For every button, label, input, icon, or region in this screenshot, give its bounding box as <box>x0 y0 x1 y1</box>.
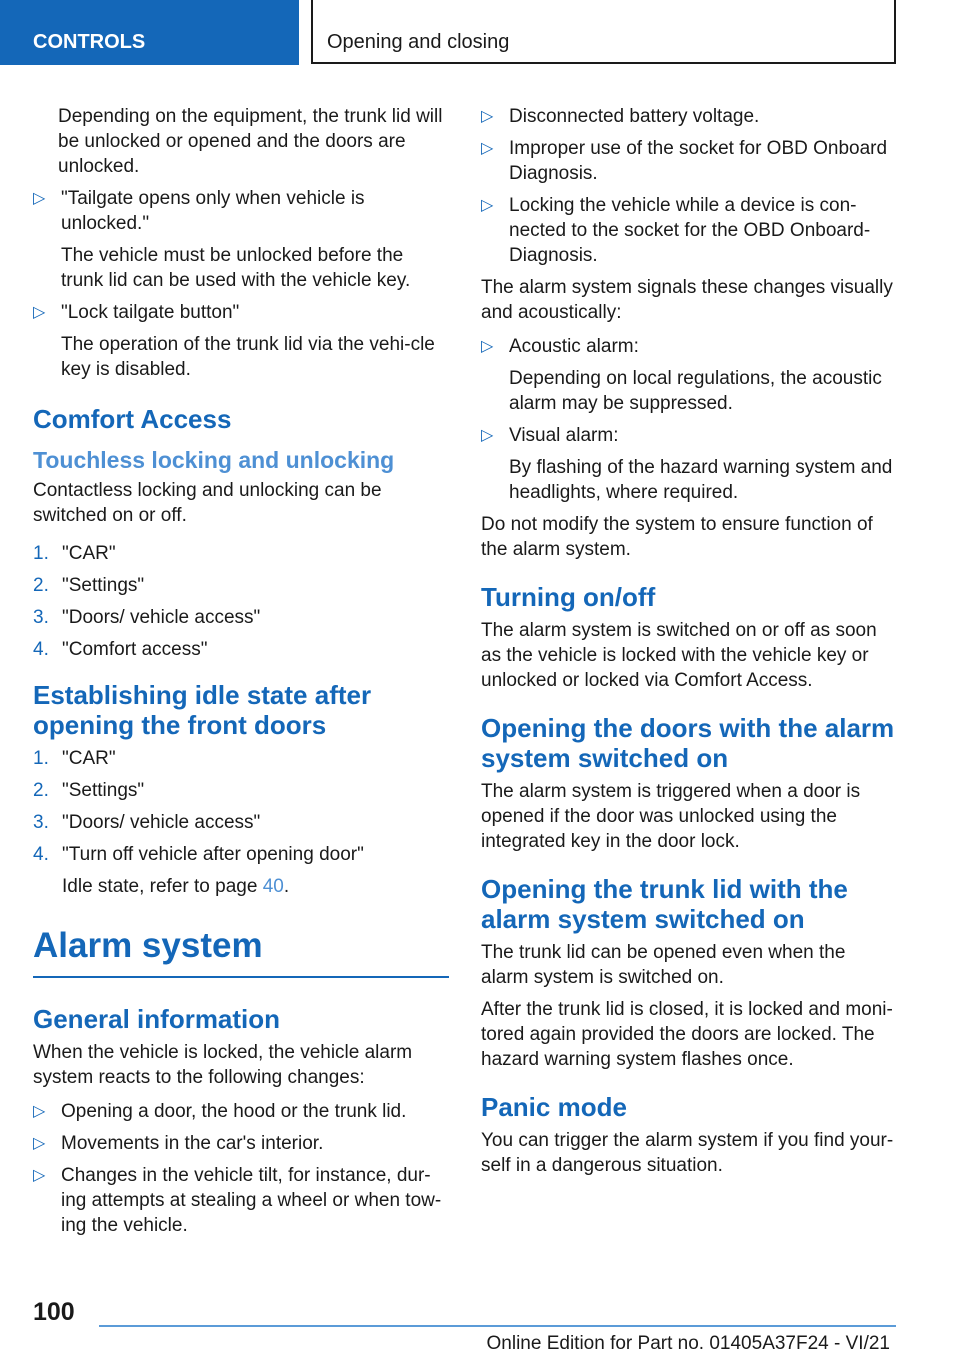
reference-prefix: Idle state, refer to page <box>62 876 263 897</box>
bullet-item <box>33 1099 449 1124</box>
bullet-item <box>481 334 897 416</box>
bullet-label: Improper use of the socket for OBD Onboard Diagnosis. <box>509 138 888 184</box>
step-label: "Settings" <box>62 780 145 801</box>
bullet-item <box>33 186 449 293</box>
bullet-icon: ▷ <box>481 140 494 157</box>
bullet-item <box>481 136 897 186</box>
intro-text: Depending on the equipment, the trunk lid will be unlocked or opened and the doors are unlocked. <box>58 106 443 177</box>
step-number: 2. <box>33 575 49 596</box>
bullet-icon: ▷ <box>481 338 494 355</box>
page-reference <box>62 874 449 899</box>
list-item <box>33 573 449 598</box>
bullet-label: Opening a door, the hood or the trunk lid. <box>61 1101 407 1122</box>
list-item <box>33 842 449 899</box>
heading-panic-mode: Panic mode <box>481 1092 627 1122</box>
panic-text: You can trigger the alarm system if you find your‐self in a dangerous situation. <box>481 1130 894 1176</box>
step-number: 3. <box>33 812 49 833</box>
bullet-label: Changes in the vehicle tilt, for instance, dur‐ing attempts at stealing a wheel or when tow‐ing the vehicle. <box>61 1165 442 1236</box>
doors-text: The alarm system is triggered when a door is opened if the door was unlocked using the integrated key in the door lock. <box>481 781 861 852</box>
reference-suffix: . <box>283 876 290 897</box>
step-label: "Comfort access" <box>62 639 208 660</box>
modify-text: Do not modify the system to ensure function of the alarm system. <box>481 514 873 560</box>
step-label: "CAR" <box>62 748 116 769</box>
bullet-label: "Lock tailgate button" <box>61 302 240 323</box>
list-item <box>33 778 449 803</box>
bullet-subtext: Depending on local regulations, the acoustic alarm may be suppressed. <box>509 368 882 414</box>
heading-touchless: Touchless locking and unlocking <box>33 447 395 473</box>
turning-text: The alarm system is switched on or off as soon as the vehicle is locked with the vehicle key or unlocked or locked via Comfort Access. <box>481 620 877 691</box>
heading-idle-state: Establishing idle state after opening the front doors <box>33 680 372 740</box>
step-label: "Doors/ vehicle access" <box>62 607 261 628</box>
bullet-label: Acoustic alarm: <box>509 336 639 357</box>
section-title: CONTROLS <box>33 31 146 53</box>
bullet-label: Movements in the car's interior. <box>61 1133 324 1154</box>
bullet-icon: ▷ <box>33 304 46 321</box>
step-label: "Turn off vehicle after opening door" <box>62 844 364 865</box>
bullet-item <box>481 104 897 129</box>
heading-opening-trunk: Opening the trunk lid with the alarm system switched on <box>481 874 848 934</box>
general-text: When the vehicle is locked, the vehicle alarm system reacts to the following changes: <box>33 1042 413 1088</box>
right-column <box>481 104 897 1185</box>
touchless-text: Contactless locking and unlocking can be switched on or off. <box>33 480 382 526</box>
bullet-item <box>481 423 897 505</box>
section-tab <box>0 0 299 65</box>
list-item <box>33 746 449 771</box>
bullet-item <box>481 193 897 268</box>
step-number: 2. <box>33 780 49 801</box>
step-number: 1. <box>33 748 49 769</box>
step-label: "Doors/ vehicle access" <box>62 812 261 833</box>
bullet-icon: ▷ <box>481 427 494 444</box>
heading-opening-doors: Opening the doors with the alarm system switched on <box>481 713 895 773</box>
step-number: 4. <box>33 639 49 660</box>
bullet-icon: ▷ <box>481 108 494 125</box>
bullet-subtext: The vehicle must be unlocked before the trunk lid can be used with the vehicle key. <box>61 245 411 291</box>
page-link[interactable]: 40 <box>262 876 284 897</box>
heading-divider <box>33 976 449 978</box>
trunk-text: After the trunk lid is closed, it is locked and moni‐tored again provided the doors are locked. The hazard warning system flashes once. <box>481 999 893 1070</box>
bullet-label: Locking the vehicle while a device is con‐nected to the socket for the OBD Onboard-Diagnosis. <box>509 195 871 266</box>
step-number: 1. <box>33 543 49 564</box>
list-item <box>33 605 449 630</box>
footer-divider <box>99 1325 896 1327</box>
bullet-icon: ▷ <box>33 1135 46 1152</box>
heading-general-information: General information <box>33 1004 281 1034</box>
bullet-item <box>33 1131 449 1156</box>
bullet-item <box>33 300 449 382</box>
list-item <box>33 541 449 566</box>
bullet-icon: ▷ <box>33 1103 46 1120</box>
signals-text: The alarm system signals these changes visually and acoustically: <box>481 277 893 323</box>
bullet-icon: ▷ <box>33 190 46 207</box>
page-number: 100 <box>33 1298 75 1326</box>
list-item <box>33 810 449 835</box>
heading-alarm-system: Alarm system <box>33 926 263 965</box>
bullet-label: Disconnected battery voltage. <box>509 106 760 127</box>
chapter-tab <box>311 0 896 64</box>
bullet-subtext: The operation of the trunk lid via the vehi‐cle key is disabled. <box>61 334 435 380</box>
step-number: 3. <box>33 607 49 628</box>
bullet-icon: ▷ <box>481 197 494 214</box>
step-label: "CAR" <box>62 543 116 564</box>
bullet-label: "Tailgate opens only when vehicle is unlocked." <box>61 188 365 234</box>
chapter-title: Opening and closing <box>327 31 510 53</box>
bullet-label: Visual alarm: <box>509 425 619 446</box>
bullet-subtext: By flashing of the hazard warning system and headlights, where required. <box>509 457 893 503</box>
heading-turning-on-off: Turning on/off <box>481 582 656 612</box>
step-label: "Settings" <box>62 575 145 596</box>
left-column <box>33 104 449 1245</box>
edition-text: Online Edition for Part no. 01405A37F24 - VI/21 <box>486 1333 890 1354</box>
list-item <box>33 637 449 662</box>
heading-comfort-access: Comfort Access <box>33 404 232 434</box>
step-number: 4. <box>33 844 49 865</box>
bullet-icon: ▷ <box>33 1167 46 1184</box>
trunk-text: The trunk lid can be opened even when the alarm system is switched on. <box>481 942 846 988</box>
bullet-item <box>33 1163 449 1238</box>
